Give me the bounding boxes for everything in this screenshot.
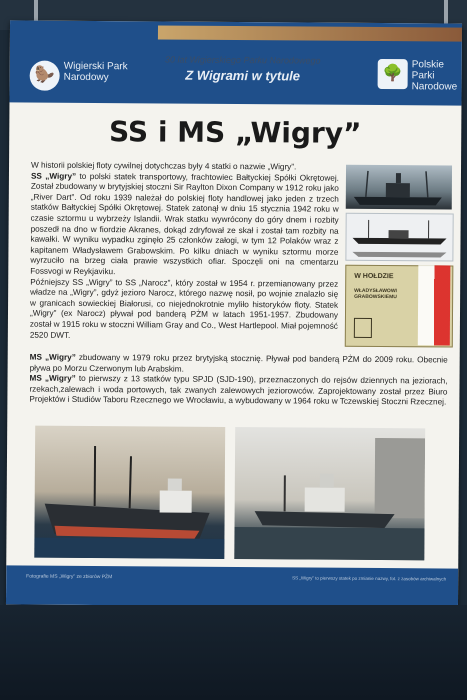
ship-photo-right <box>234 427 425 560</box>
footer-caption-right: SS „Wigry” to pierwszy statek po zmianie nazwy, fot. z zasobów archiwalnych <box>292 575 447 582</box>
paragraph: SS „Wigry” to polski statek transportowy, frachtowiec Bałtyckiej Spółki Okrętowej. Został zbudowany w brytyjskiej stoczni Sir Raylton Dixon Company w 1912 roku jako „River Dart”. Od roku 1939 należał do polskiej floty handlowej jako jeden z trzech statków Bałtyckiej Spółki Okrętowej. Statek zatonął w dniu 15 stycznia 1942 roku w czasie sztormu u wybrzeży Islandii. Wrak statku wywrócony do góry dnem i rozbity poszedł na dno w fiordzie Akranes, dokąd zdryfował ze skał i został tam rozbity na kawałki. W wyniku wypadku zginęło 25 członków załogi, w tym 12 Polaków wraz z kapitanem Władysławem Grabowskim. Po kilku dniach w wyniku sztormu morze wyrzuciło na brzeg ciała prawie wszystkich ofiar. Spoczęli oni na cmentarzu Fossvogi w Reykjaviku. <box>30 171 339 277</box>
subtitle: Z Wigrami w tytule <box>185 67 301 84</box>
ship-photo-left <box>34 426 225 559</box>
header-ribbon <box>158 25 462 41</box>
footer-caption-left: Fotografie MS „Wigry” ze zbiorów PŻM <box>26 573 113 581</box>
paragraph: MS „Wigry” to pierwszy z 13 statków typu SPJD (SJD-190), przeznaczonych do rejsów dziennych na jeziorach, rzekach,zalewach i woda portowych, tak zwanych zalewowych jeziorowców. Zaprojektowany został przez Biuro Projektów i Studiów Taboru Rzecznego we Wrocławiu, a wybudowany w 1964 roku w Tczewskiej Stoczni Rzecznej. <box>29 373 448 407</box>
main-text <box>30 161 339 343</box>
page-title: SS i MS „Wigry” <box>108 115 362 150</box>
paragraph: MS „Wigry” zbudowany w 1979 roku przez brytyjską stocznię. Pływał pod banderą PŻM do 2009 roku. Obecnie pływa po Morzu Czerwonym lub Arabskim. <box>29 352 448 374</box>
ship-blueprint-icon <box>346 214 452 261</box>
tagline: 30 lat Wigierskiego Parku Narodowego <box>164 54 321 66</box>
plaque-title: W HOŁDZIE <box>354 272 394 281</box>
exhibition-poster <box>6 20 462 607</box>
cargo-ship-icon <box>34 426 225 559</box>
plaque-emblem-icon <box>354 318 372 338</box>
wall-bottom <box>0 605 467 700</box>
poster-header <box>9 20 462 105</box>
ship-drawing <box>345 213 453 262</box>
tree-icon: 🌳 <box>378 59 408 89</box>
parks-logo-text: Polskie Parki Narodowe <box>411 59 458 93</box>
paragraph: W historii polskiej floty cywilnej dotychczas były 4 statki o nazwie „Wigry”. <box>31 160 297 172</box>
beaver-icon: 🦫 <box>30 61 60 91</box>
hanging-hook-right <box>444 0 448 26</box>
flag-ribbon <box>418 265 451 345</box>
lower-text <box>29 353 447 409</box>
plaque-name: WŁADYSŁAWOWI GRABOWSKIEMU <box>354 287 397 301</box>
ship-silhouette-icon <box>346 165 452 210</box>
paragraph: Późniejszy SS „Wigry” to SS „Narocz”, który został w 1954 r. przemianowany przez władze na „Wigry”, gdyż jezioro Narocz, którego nazwę nosił, po wojnie znalazło się w granicach sowieckiej Białorusi, co niejednokrotnie myliło historyków floty. Statek „Wigry” (ex Narocz) pływał pod banderą PŻM w latach 1951-1957. Zbudowany został w 1915 roku w stoczni William Gray and Co., West Hartlepool. Miał pojemność 2520 DWT. <box>29 277 339 340</box>
park-logo-text: Wigierski Park Narodowy <box>63 60 128 84</box>
ship-photo-small <box>346 165 452 210</box>
port-ship-icon <box>234 427 425 560</box>
poster-footer <box>6 565 458 607</box>
